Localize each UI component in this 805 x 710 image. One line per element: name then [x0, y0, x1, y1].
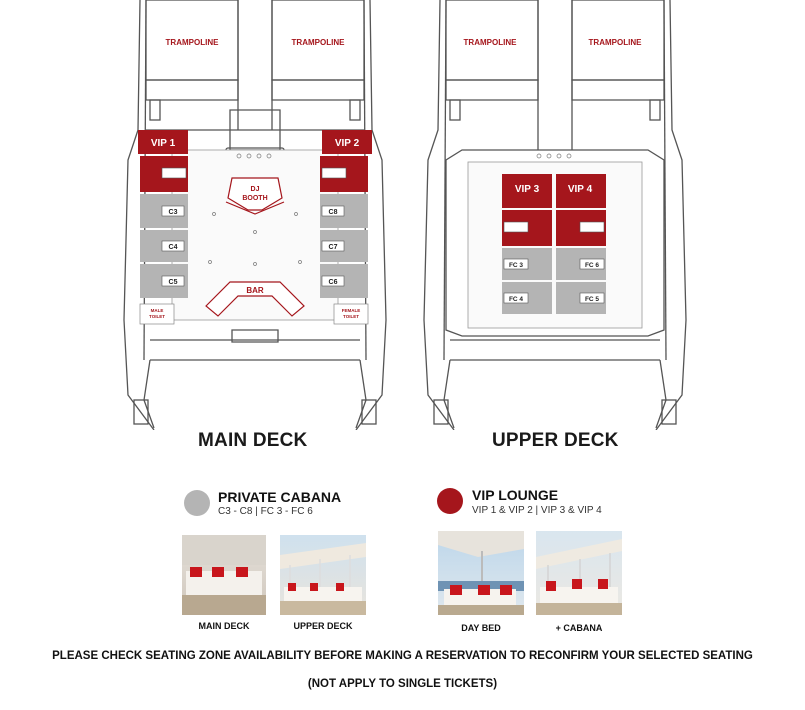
main-trampoline-left: TRAMPOLINE [165, 38, 219, 47]
vip-3-label: VIP 3 [514, 184, 540, 195]
upper-deck-title: UPPER DECK [492, 430, 619, 451]
photo-main-deck [182, 535, 266, 615]
cabana-c7-label: C7 [328, 244, 338, 251]
main-deck-plan [110, 0, 400, 430]
dj-booth-label-1: DJ [250, 186, 260, 193]
main-trampoline-right: TRAMPOLINE [291, 38, 345, 47]
cabana-fc5-label: FC 5 [584, 296, 600, 303]
vip-4-label: VIP 4 [567, 184, 593, 195]
upper-trampoline-left: TRAMPOLINE [463, 38, 517, 47]
cabana-c8-label: C8 [328, 209, 338, 216]
photo-upper-deck [280, 535, 366, 615]
female-toilet-label-1: FEMALE [341, 308, 361, 313]
female-toilet-label-2: TOILET [343, 314, 359, 319]
seating-notice: PLEASE CHECK SEATING ZONE AVAILABILITY BEFORE MAKING A RESERVATION TO RECONFIRM YOUR SELECTED SEATING [52, 650, 753, 662]
main-cabanas-right [320, 194, 368, 298]
private-cabana-subtitle: C3 - C8 | FC 3 - FC 6 [218, 506, 313, 517]
photo-cabana [536, 531, 622, 615]
cabana-fc6-label: FC 6 [584, 262, 600, 269]
male-toilet-label-2: TOILET [149, 314, 165, 319]
photo-main-deck-caption: MAIN DECK [198, 621, 250, 631]
vip-lounge-title: VIP LOUNGE [472, 487, 559, 503]
photo-day-bed-caption: DAY BED [461, 623, 501, 633]
upper-deck-plan [410, 0, 700, 430]
main-deck-title: MAIN DECK [198, 430, 308, 451]
main-cabanas-left [140, 194, 188, 298]
vip-2-label: VIP 2 [334, 138, 360, 149]
photo-upper-deck-caption: UPPER DECK [293, 621, 353, 631]
male-toilet-label-1: MALE [150, 308, 164, 313]
upper-trampoline-right: TRAMPOLINE [588, 38, 642, 47]
bar-label: BAR [246, 286, 264, 295]
cabana-fc4-label: FC 4 [508, 296, 524, 303]
cabana-c5-label: C5 [168, 279, 178, 286]
cabana-c4-label: C4 [168, 244, 178, 251]
photo-day-bed [438, 531, 524, 615]
photo-cabana-caption: + CABANA [555, 623, 603, 633]
seating-notice-note: (NOT APPLY TO SINGLE TICKETS) [307, 678, 498, 690]
vip-lounge-subtitle: VIP 1 & VIP 2 | VIP 3 & VIP 4 [472, 505, 602, 516]
private-cabana-dot [184, 490, 210, 516]
cabana-fc3-label: FC 3 [508, 262, 524, 269]
cabana-c3-label: C3 [168, 209, 178, 216]
cabana-c6-label: C6 [328, 279, 338, 286]
vip-1-label: VIP 1 [150, 138, 176, 149]
dj-booth-label-2: BOOTH [242, 195, 268, 202]
upper-deck-floor [468, 162, 642, 328]
vip-lounge-dot [437, 488, 463, 514]
private-cabana-title: PRIVATE CABANA [218, 489, 342, 505]
